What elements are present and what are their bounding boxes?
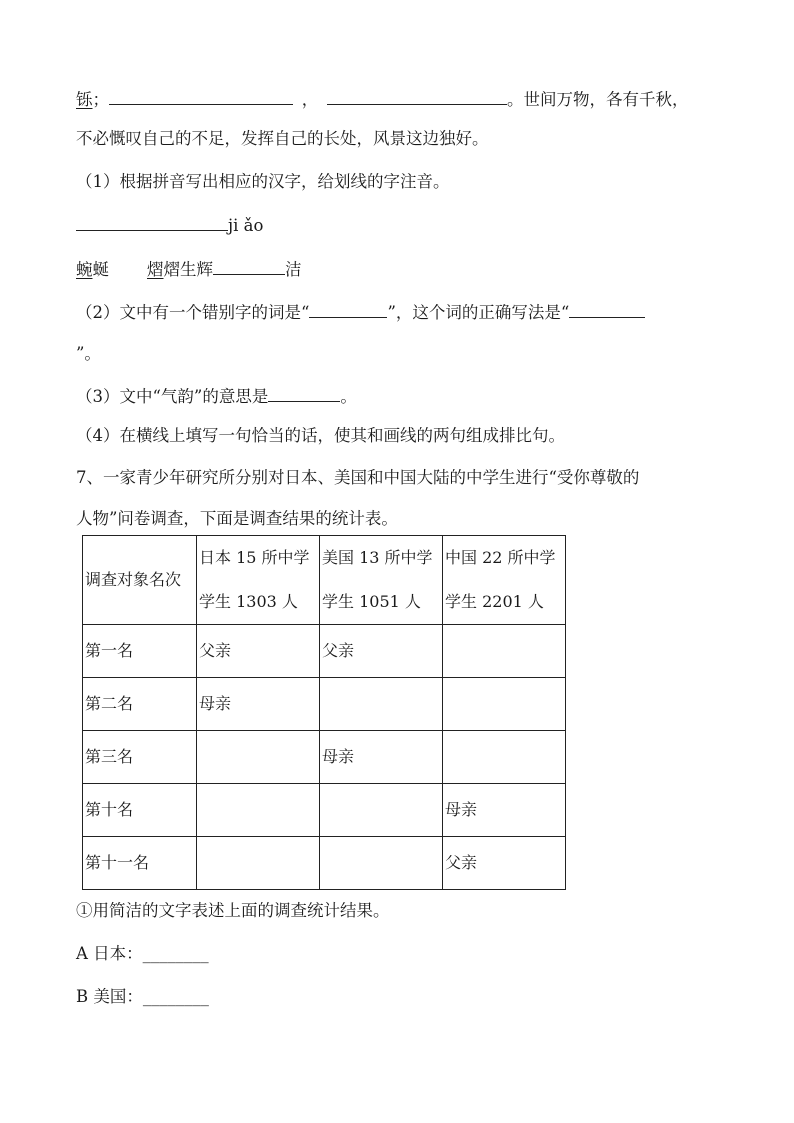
japan-cell: 母亲	[197, 678, 320, 731]
japan-cell	[197, 731, 320, 784]
underlined-char: 熠	[147, 260, 164, 279]
header-text: 学生 1051 人	[322, 592, 421, 611]
china-cell: 父亲	[443, 837, 566, 890]
answer-blank-word[interactable]	[213, 256, 285, 275]
question-4: （4）在横线上填写一句恰当的话，使其和画线的两句组成排比句。	[76, 426, 565, 445]
word-text: 蜒	[92, 260, 109, 279]
answer-blank-2[interactable]	[327, 86, 507, 105]
word-text: 熠生辉	[163, 260, 213, 279]
header-cell-rank: 调查对象名次	[83, 536, 197, 625]
passage-line-2: 不必慨叹自己的不足，发挥自己的长处，风景这边独好。	[76, 129, 489, 148]
table-row	[83, 784, 566, 837]
china-cell	[443, 678, 566, 731]
table-row	[83, 625, 566, 678]
followup-answer-a[interactable]: A 日本：________	[76, 944, 209, 963]
rank-cell: 第二名	[83, 678, 197, 731]
header-cell-usa	[320, 536, 443, 625]
china-cell: 母亲	[443, 784, 566, 837]
rank-cell: 第十一名	[83, 837, 197, 890]
usa-cell	[320, 837, 443, 890]
header-text: 中国 22 所中学	[445, 548, 556, 567]
pinyin-text: ji ǎo	[228, 216, 264, 235]
china-cell	[443, 625, 566, 678]
question-1-pinyin-line	[76, 212, 263, 238]
answer-blank-1[interactable]	[109, 86, 293, 105]
answer-blank-pinyin[interactable]	[76, 212, 228, 231]
japan-cell	[197, 784, 320, 837]
header-text: 日本 15 所中学	[199, 548, 310, 567]
table-row	[83, 837, 566, 890]
question-3	[76, 383, 357, 409]
answer-blank-meaning[interactable]	[268, 383, 340, 402]
question-3-text: （3）文中“气韵”的意思是	[76, 387, 269, 406]
question-2-text: ”，这个词的正确写法是“	[387, 303, 570, 322]
survey-table	[82, 535, 566, 890]
header-text: 美国 13 所中学	[322, 548, 433, 567]
table-row	[83, 731, 566, 784]
question-3-text: 。	[340, 387, 357, 406]
table-row	[83, 678, 566, 731]
followup-question: ①用简洁的文字表述上面的调查统计结果。	[76, 901, 390, 920]
underlined-char: 蜿	[76, 260, 93, 279]
header-cell-china	[443, 536, 566, 625]
usa-cell: 母亲	[320, 731, 443, 784]
word-text: 洁	[285, 260, 302, 279]
followup-answer-b[interactable]: B 美国：________	[76, 987, 209, 1006]
passage-separator: ；	[92, 90, 109, 109]
question-2-end: ”。	[76, 344, 101, 363]
question-1: （1）根据拼音写出相应的汉字，给划线的字注音。	[76, 172, 450, 191]
answer-blank-correct-word[interactable]	[569, 299, 645, 318]
japan-cell	[197, 837, 320, 890]
question-2-text: （2）文中有一个错别字的词是“	[76, 303, 310, 322]
usa-cell	[320, 784, 443, 837]
answer-blank-wrong-word[interactable]	[309, 299, 387, 318]
rank-cell: 第一名	[83, 625, 197, 678]
usa-cell	[320, 678, 443, 731]
passage-line-1	[76, 86, 689, 112]
passage-text: 。世间万物，各有千秋，	[507, 90, 689, 109]
rank-cell: 第三名	[83, 731, 197, 784]
header-cell-japan	[197, 536, 320, 625]
rank-cell: 第十名	[83, 784, 197, 837]
header-text: 学生 2201 人	[445, 592, 544, 611]
china-cell	[443, 731, 566, 784]
usa-cell: 父亲	[320, 625, 443, 678]
passage-separator: ，	[301, 90, 319, 109]
passage-underlined-char: 铄	[76, 90, 93, 109]
header-text: 学生 1303 人	[199, 592, 298, 611]
question-7-line-2: 人物”问卷调查，下面是调查结果的统计表。	[76, 509, 398, 528]
japan-cell: 父亲	[197, 625, 320, 678]
question-2	[76, 299, 645, 325]
table-header-row	[83, 536, 566, 625]
question-7-line-1: 7、一家青少年研究所分别对日本、美国和中国大陆的中学生进行“受你尊敬的	[76, 468, 640, 487]
question-1-words	[76, 256, 302, 282]
